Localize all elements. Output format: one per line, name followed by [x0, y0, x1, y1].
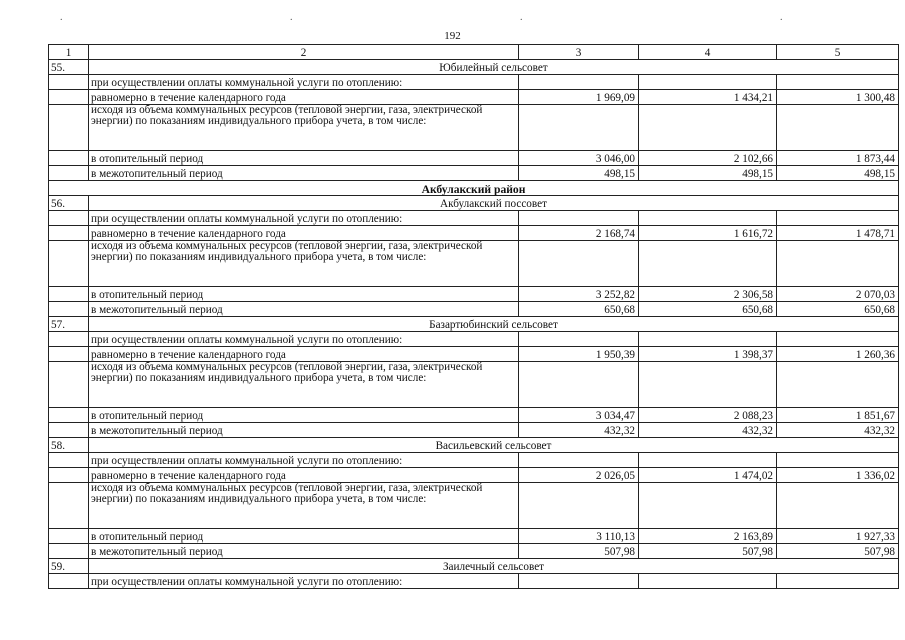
- tariff-value: 650,68: [777, 302, 899, 317]
- settlement-row: [49, 196, 899, 211]
- settlement-row: [49, 60, 899, 75]
- value-row: [49, 90, 899, 105]
- column-header: 5: [777, 45, 899, 60]
- row-number: 56.: [49, 196, 89, 211]
- value-row: [49, 529, 899, 544]
- empty-cell: [777, 211, 899, 226]
- empty-cell: [639, 362, 777, 408]
- value-row: [49, 166, 899, 181]
- tariff-value: 498,15: [777, 166, 899, 181]
- empty-cell: [639, 483, 777, 529]
- empty-cell: [639, 75, 777, 90]
- tariff-value: 507,98: [519, 544, 639, 559]
- value-row: [49, 408, 899, 423]
- empty-cell: [49, 105, 89, 151]
- tariff-value: 498,15: [519, 166, 639, 181]
- empty-cell: [777, 332, 899, 347]
- empty-cell: [519, 211, 639, 226]
- empty-cell: [49, 90, 89, 105]
- empty-cell: [49, 302, 89, 317]
- period-label: в межотопительный период: [89, 423, 519, 438]
- settlement-name: Базартюбинский сельсовет: [89, 317, 899, 332]
- empty-cell: [49, 468, 89, 483]
- column-header: 1: [49, 45, 89, 60]
- tariff-value: 1 260,36: [777, 347, 899, 362]
- district-name: Акбулакский район: [49, 181, 899, 196]
- value-row: [49, 151, 899, 166]
- district-row: [49, 181, 899, 196]
- tariff-value: 507,98: [777, 544, 899, 559]
- empty-cell: [519, 75, 639, 90]
- tariff-value: 2 088,23: [639, 408, 777, 423]
- empty-cell: [49, 287, 89, 302]
- empty-cell: [49, 347, 89, 362]
- empty-cell: [777, 362, 899, 408]
- tariff-value: 432,32: [639, 423, 777, 438]
- condition-label: при осуществлении оплаты коммунальной услуги по отоплению:: [89, 75, 519, 90]
- value-row: [49, 468, 899, 483]
- tariff-value: 1 873,44: [777, 151, 899, 166]
- empty-cell: [777, 483, 899, 529]
- condition-row: [49, 75, 899, 90]
- tariff-value: 3 046,00: [519, 151, 639, 166]
- tariff-value: 2 026,05: [519, 468, 639, 483]
- tariff-value: 2 306,58: [639, 287, 777, 302]
- settlement-row: [49, 559, 899, 574]
- column-header: 4: [639, 45, 777, 60]
- settlement-name: Заилечный сельсовет: [89, 559, 899, 574]
- tariff-value: 1 927,33: [777, 529, 899, 544]
- tariff-value: 1 398,37: [639, 347, 777, 362]
- tariff-value: 650,68: [639, 302, 777, 317]
- empty-cell: [519, 241, 639, 287]
- settlement-row: [49, 438, 899, 453]
- tariff-value: 1 434,21: [639, 90, 777, 105]
- empty-cell: [49, 574, 89, 589]
- empty-cell: [49, 453, 89, 468]
- period-label: в отопительный период: [89, 529, 519, 544]
- condition-row: [49, 332, 899, 347]
- period-label: в отопительный период: [89, 151, 519, 166]
- column-header: 2: [89, 45, 519, 60]
- empty-cell: [49, 529, 89, 544]
- tariff-value: 2 168,74: [519, 226, 639, 241]
- tariff-value: 2 102,66: [639, 151, 777, 166]
- tariff-value: 1 950,39: [519, 347, 639, 362]
- empty-cell: [777, 574, 899, 589]
- tariff-value: 507,98: [639, 544, 777, 559]
- empty-cell: [639, 574, 777, 589]
- row-number: 57.: [49, 317, 89, 332]
- empty-cell: [519, 574, 639, 589]
- row-number: 59.: [49, 559, 89, 574]
- scan-dot: .: [60, 12, 63, 23]
- empty-cell: [49, 423, 89, 438]
- period-label: в межотопительный период: [89, 302, 519, 317]
- tariff-value: 1 478,71: [777, 226, 899, 241]
- empty-cell: [639, 105, 777, 151]
- metered-label: исходя из объема коммунальных ресурсов (тепловой энергии, газа, электрической энергии) по показаниям индивидуального прибора учета, в том числе:: [89, 362, 519, 408]
- metered-row: [49, 362, 899, 408]
- empty-cell: [49, 544, 89, 559]
- metered-row: [49, 241, 899, 287]
- period-label: равномерно в течение календарного года: [89, 347, 519, 362]
- empty-cell: [49, 226, 89, 241]
- empty-cell: [49, 75, 89, 90]
- tariff-value: 1 300,48: [777, 90, 899, 105]
- empty-cell: [519, 453, 639, 468]
- empty-cell: [49, 241, 89, 287]
- period-label: в межотопительный период: [89, 166, 519, 181]
- settlement-name: Васильевский сельсовет: [89, 438, 899, 453]
- value-row: [49, 226, 899, 241]
- tariff-value: 432,32: [519, 423, 639, 438]
- tariff-value: 1 474,02: [639, 468, 777, 483]
- settlement-name: Акбулакский поссовет: [89, 196, 899, 211]
- empty-cell: [49, 211, 89, 226]
- metered-row: [49, 105, 899, 151]
- tariff-value: 650,68: [519, 302, 639, 317]
- tariff-value: 1 616,72: [639, 226, 777, 241]
- tariff-value: 3 252,82: [519, 287, 639, 302]
- empty-cell: [49, 483, 89, 529]
- column-number-row: [49, 45, 899, 60]
- value-row: [49, 287, 899, 302]
- value-row: [49, 302, 899, 317]
- tariff-table: [48, 44, 899, 589]
- tariff-value: 432,32: [777, 423, 899, 438]
- period-label: в отопительный период: [89, 408, 519, 423]
- condition-label: при осуществлении оплаты коммунальной услуги по отоплению:: [89, 332, 519, 347]
- period-label: равномерно в течение календарного года: [89, 90, 519, 105]
- empty-cell: [49, 151, 89, 166]
- metered-label: исходя из объема коммунальных ресурсов (тепловой энергии, газа, электрической энергии) по показаниям индивидуального прибора учета, в том числе:: [89, 483, 519, 529]
- row-number: 58.: [49, 438, 89, 453]
- settlement-name: Юбилейный сельсовет: [89, 60, 899, 75]
- row-number: 55.: [49, 60, 89, 75]
- condition-row: [49, 574, 899, 589]
- period-label: в межотопительный период: [89, 544, 519, 559]
- empty-cell: [639, 332, 777, 347]
- empty-cell: [777, 75, 899, 90]
- tariff-value: 3 034,47: [519, 408, 639, 423]
- metered-label: исходя из объема коммунальных ресурсов (тепловой энергии, газа, электрической энергии) по показаниям индивидуального прибора учета, в том числе:: [89, 241, 519, 287]
- value-row: [49, 423, 899, 438]
- empty-cell: [519, 362, 639, 408]
- tariff-value: 2 070,03: [777, 287, 899, 302]
- scan-dot: .: [520, 12, 523, 23]
- empty-cell: [49, 362, 89, 408]
- empty-cell: [519, 105, 639, 151]
- tariff-value: 1 969,09: [519, 90, 639, 105]
- tariff-value: 498,15: [639, 166, 777, 181]
- empty-cell: [49, 332, 89, 347]
- condition-label: при осуществлении оплаты коммунальной услуги по отоплению:: [89, 453, 519, 468]
- metered-row: [49, 483, 899, 529]
- value-row: [49, 544, 899, 559]
- tariff-value: 3 110,13: [519, 529, 639, 544]
- period-label: равномерно в течение календарного года: [89, 226, 519, 241]
- value-row: [49, 347, 899, 362]
- empty-cell: [49, 408, 89, 423]
- condition-row: [49, 453, 899, 468]
- empty-cell: [519, 332, 639, 347]
- condition-label: при осуществлении оплаты коммунальной услуги по отоплению:: [89, 574, 519, 589]
- empty-cell: [49, 166, 89, 181]
- period-label: равномерно в течение календарного года: [89, 468, 519, 483]
- tariff-value: 2 163,89: [639, 529, 777, 544]
- empty-cell: [519, 483, 639, 529]
- page-number: 192: [444, 30, 461, 42]
- empty-cell: [777, 241, 899, 287]
- settlement-row: [49, 317, 899, 332]
- condition-row: [49, 211, 899, 226]
- empty-cell: [639, 211, 777, 226]
- empty-cell: [639, 453, 777, 468]
- empty-cell: [777, 453, 899, 468]
- metered-label: исходя из объема коммунальных ресурсов (тепловой энергии, газа, электрической энергии) по показаниям индивидуального прибора учета, в том числе:: [89, 105, 519, 151]
- empty-cell: [777, 105, 899, 151]
- period-label: в отопительный период: [89, 287, 519, 302]
- scan-dot: .: [290, 12, 293, 23]
- scan-dot: .: [780, 12, 783, 23]
- tariff-value: 1 851,67: [777, 408, 899, 423]
- empty-cell: [639, 241, 777, 287]
- condition-label: при осуществлении оплаты коммунальной услуги по отоплению:: [89, 211, 519, 226]
- tariff-value: 1 336,02: [777, 468, 899, 483]
- column-header: 3: [519, 45, 639, 60]
